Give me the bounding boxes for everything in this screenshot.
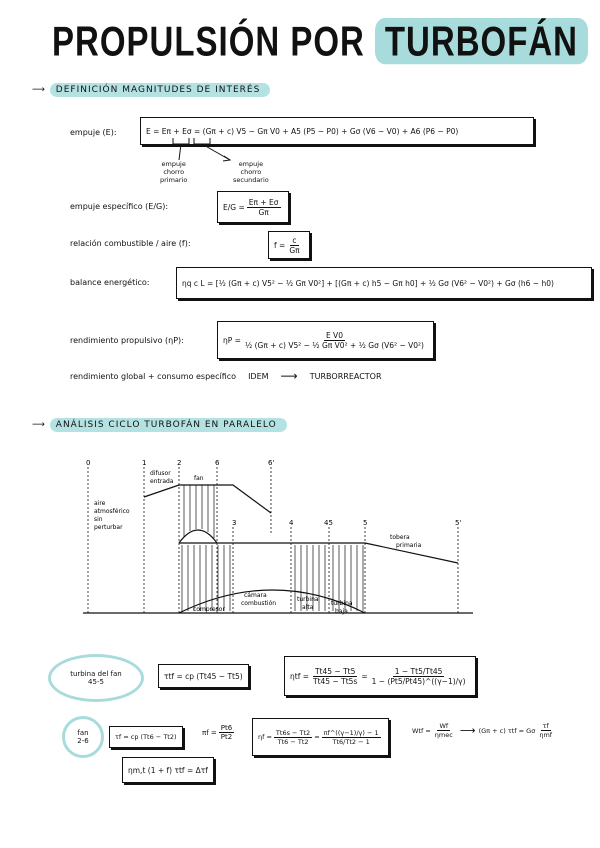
- oval1-line2: 45-5: [88, 678, 104, 686]
- trabajo-fan-equation: [109, 726, 183, 748]
- turbofan-cycle-diagram: [78, 455, 478, 625]
- empuje-equation-text: E = Eπ + Eσ = (Gπ + c) V5 − Gπ V0 + A5 (P5 − P0) + Gσ (V6 − V0) + A6 (P6 − P0): [146, 126, 459, 136]
- eta-f-n1: Tt6s − Tt2: [275, 728, 311, 737]
- esp-fraction: [247, 198, 281, 217]
- station-label: 5': [455, 519, 462, 527]
- tobera-label: primaria: [396, 542, 422, 549]
- global-target: TURBORREACTOR: [309, 371, 382, 381]
- trabajo-turbina-fan-equation: [158, 664, 249, 688]
- relacion-label: relación combustible / aire (f):: [70, 239, 191, 248]
- eta-tf-frac1: [311, 667, 359, 686]
- eta-f-frac2: [322, 729, 381, 746]
- eta-f-frac1: [274, 729, 312, 746]
- title-highlight: TURBOFÁN: [375, 18, 588, 64]
- section-heading-definitions: [32, 85, 270, 95]
- pi-f-lhs: πf =: [202, 728, 217, 737]
- rel-lhs: f =: [274, 240, 286, 250]
- rendimiento-label: rendimiento propulsivo (ηP):: [70, 336, 184, 345]
- aire-label: sin: [94, 516, 103, 523]
- wf-num: Wf: [439, 722, 449, 730]
- eta-tf-d1: Tt45 − Tt5s: [313, 676, 358, 686]
- oval2-line1: fan: [77, 729, 89, 737]
- balance-equation: [176, 267, 592, 299]
- relacion-equation: [268, 231, 310, 259]
- arrow-right-icon: ⟶: [280, 369, 298, 383]
- turbina-baja-label: baja: [335, 608, 348, 615]
- oval2-line2: 2-6: [77, 737, 89, 745]
- section-heading-text: ANÁLISIS CICLO TURBOFÁN EN PARALELO: [50, 418, 287, 432]
- eq-mec-text: ηm,t (1 + f) τtf = Δτf: [128, 765, 208, 775]
- pi-f-frac: [219, 724, 234, 741]
- rendimiento-mecanico-equation: [122, 757, 214, 783]
- section-heading-text: DEFINICIÓN MAGNITUDES DE INTERÉS: [50, 83, 271, 97]
- camara-label: cámara: [244, 592, 267, 599]
- eta-f-d1: Tt6 − Tt2: [277, 737, 309, 746]
- empuje-especifico-label: empuje específico (E/G):: [70, 202, 169, 211]
- esp-lhs: E/G =: [223, 202, 245, 212]
- rel-num: c: [292, 235, 297, 245]
- wf-num2: τf: [542, 722, 549, 730]
- station-label: 3: [232, 519, 237, 527]
- page-title: [52, 18, 588, 66]
- rendimiento-global-row: [70, 369, 382, 383]
- rendimiento-turbina-fan-equation: ηtf = $\frac{Tt45 - Tt5}{Tt45 - Tt5s}$ = $\frac{1 - Tt5/Tt45}{1 - (Pt5/Pt45)\^{}((\gamma-1)/\gamma)}$: [284, 656, 476, 696]
- difusor-label: difusor: [150, 470, 171, 477]
- difusor-label: entrada: [150, 478, 174, 485]
- empuje-label: empuje (E):: [70, 128, 117, 137]
- rendimiento-fan-equation: ηf = $\frac{Tt6s - Tt2}{Tt6 - Tt2}$ = $\frac{\pi f\^{}((\gamma-1)/\gamma) - 1}{Tt6/Tt2 - 1}$: [252, 718, 389, 756]
- title-main: PROPULSIÓN POR: [52, 18, 365, 65]
- station-label: 45: [324, 519, 333, 527]
- eta-f-d2: Tt6/Tt2 − 1: [332, 737, 370, 746]
- fan-label: fan: [194, 475, 204, 482]
- eq-tf-text: τtf = cp (Tt45 − Tt5): [164, 671, 243, 681]
- tobera-label: tobera: [390, 534, 410, 541]
- station-label: 4: [289, 519, 294, 527]
- station-label: 5: [363, 519, 368, 527]
- turbina-alta-label: turbina: [297, 596, 319, 603]
- station-label: 0: [86, 459, 91, 467]
- rend-den: ½ (Gπ + c) V5² − ½ Gπ V0² + ½ Gσ (V6² − V0²): [244, 340, 424, 350]
- esp-den: Gπ: [258, 207, 269, 217]
- note1-line1: empuje: [161, 160, 186, 168]
- fan-bulge: [179, 530, 217, 543]
- pi-num: Pt6: [220, 724, 233, 732]
- station-label: 6': [268, 459, 275, 467]
- balance-equation-text: ηq c L = [½ (Gπ + c) V5² − ½ Gπ V0²] + [(Gπ + c) h5 − Gπ h0] + ½ Gσ (V6² − V0²) + Gσ (h6 − h0): [182, 278, 554, 288]
- oval-turbina-fan: [48, 654, 144, 702]
- note-chorro-primario: [160, 160, 187, 184]
- rel-fraction: [287, 236, 301, 255]
- rend-num: E V0: [325, 330, 343, 340]
- compresor-label: compresor: [193, 606, 225, 613]
- rel-den: Gπ: [289, 245, 300, 255]
- arrow-right-icon: ⟶: [32, 420, 46, 430]
- note2-line3: secundario: [233, 176, 269, 184]
- global-idem: IDEM: [248, 371, 269, 381]
- station-label: 6: [215, 459, 220, 467]
- oval1-line1: turbina del fan: [70, 670, 122, 678]
- aire-label: atmosférico: [94, 508, 130, 515]
- note2-line1: empuje: [238, 160, 264, 168]
- wf-frac: [433, 722, 455, 739]
- wf-frac2: [537, 722, 554, 739]
- wf-den: ηmec: [434, 731, 453, 739]
- fan-duct-contour: [144, 485, 271, 513]
- pi-fan-expression: [202, 724, 236, 741]
- wf-lhs: Wtf =: [412, 726, 431, 735]
- turbina-baja-label: turbina: [331, 600, 353, 607]
- note1-line3: primario: [160, 176, 188, 184]
- turbina-alta-label: alta: [302, 604, 314, 611]
- eta-f-lhs: ηf =: [258, 733, 272, 741]
- balance-potencia-fan: [412, 722, 556, 739]
- global-label: rendimiento global + consumo específico: [70, 371, 237, 381]
- note-chorro-secundario: [233, 160, 269, 184]
- rend-lhs: ηP =: [223, 335, 241, 345]
- balance-label: balance energético:: [70, 278, 150, 287]
- wf-den2: ηmf: [539, 731, 553, 739]
- arrow-right-icon: ⟶: [32, 85, 46, 95]
- rendimiento-equation: [217, 321, 434, 359]
- eta-tf-n2: 1 − Tt5/Tt45: [394, 666, 443, 676]
- arrow-right-icon: ⟶: [459, 724, 476, 737]
- aire-label: aire: [94, 500, 106, 507]
- eta-tf-n1: Tt45 − Tt5: [314, 666, 356, 676]
- empuje-especifico-equation: [217, 191, 289, 223]
- pi-den: Pt2: [220, 733, 233, 741]
- esp-num: Eπ + Eσ: [248, 197, 279, 207]
- station-label: 1: [142, 459, 147, 467]
- section-heading-analisis: [32, 420, 287, 430]
- eta-tf-d2: 1 − (Pt5/Pt45)^((γ−1)/γ): [371, 676, 466, 686]
- eta-f-n2: πf^((γ−1)/γ) − 1: [323, 728, 379, 737]
- oval-fan: [62, 716, 104, 758]
- camara-label: combustión: [241, 600, 277, 607]
- aire-label: perturbar: [94, 524, 123, 531]
- rend-fraction: [243, 331, 426, 350]
- note2-line2: chorro: [240, 168, 262, 176]
- wf-rhs: (Gπ + c) τtf = Gσ: [478, 726, 536, 735]
- eta-tf-frac2: [370, 667, 468, 686]
- eq-f-text: τf = cp (Tt6 − Tt2): [115, 733, 177, 741]
- eta-tf-lhs: ηtf =: [290, 671, 310, 681]
- station-label: 2: [177, 459, 182, 467]
- note1-line2: chorro: [163, 168, 185, 176]
